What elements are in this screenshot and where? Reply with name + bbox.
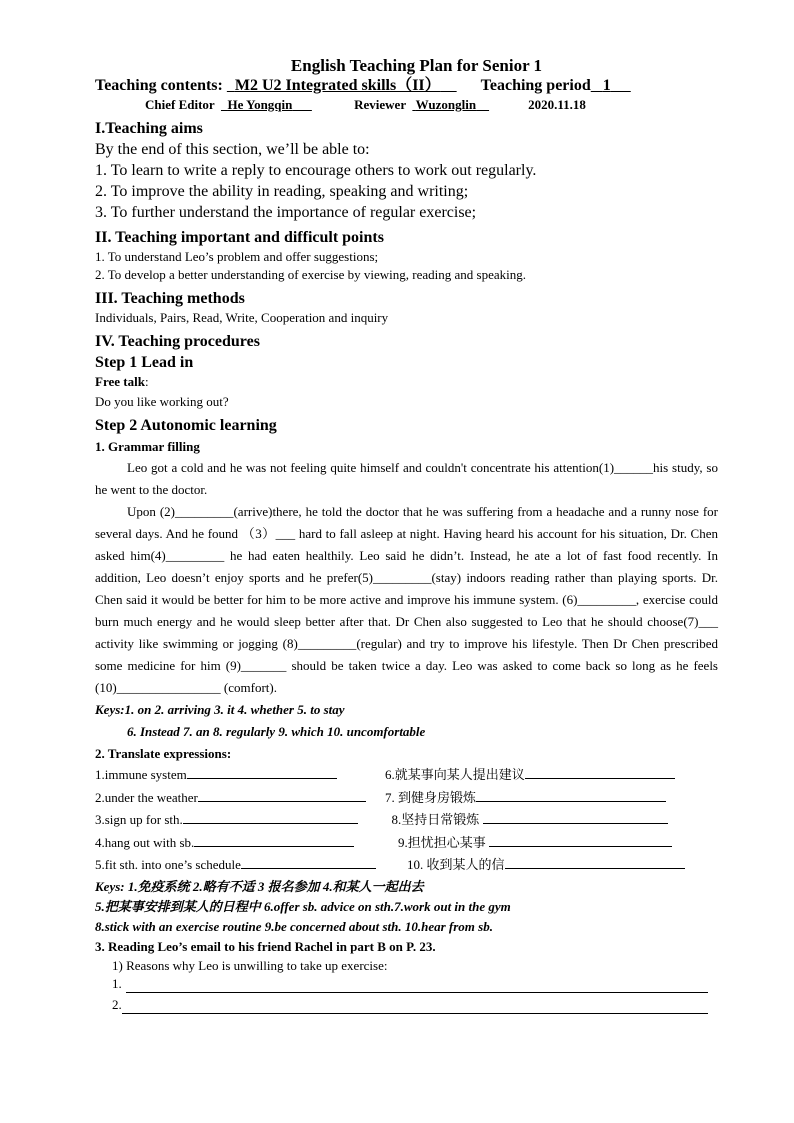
translate-left-term: 4.hang out with sb. [95, 834, 195, 850]
answer-blank[interactable] [183, 809, 358, 824]
reviewer-value: Wuzonglin [415, 97, 477, 112]
translate-keys-line-3: 8.stick with an exercise routine 9.be concerned about sth. 10.hear from sb. [95, 918, 493, 934]
grammar-keys-line-2: 6. Instead 7. an 8. regularly 9. which 10. uncomfortable [127, 724, 426, 739]
points-heading: II. Teaching important and difficult points [95, 229, 384, 246]
editor-value: He Yongqin [227, 97, 293, 112]
methods-text: Individuals, Pairs, Read, Write, Cooperation and inquiry [95, 310, 389, 325]
answer-blank[interactable] [489, 832, 672, 847]
points-item: 2. To develop a better understanding of exercise by viewing, reading and speaking. [95, 267, 526, 282]
plan-date: 2020.11.18 [528, 97, 586, 112]
answer-blank[interactable] [187, 764, 337, 779]
translate-keys-line-2: 5.把某事安排到某人的日程中 6.offer sb. advice on sth.7.work out in the gym [95, 898, 511, 914]
translate-row [95, 787, 718, 810]
translate-left-term: 1.immune system [95, 767, 187, 782]
procedures-heading: IV. Teaching procedures [95, 333, 260, 350]
free-talk-line: Free talk: [95, 374, 149, 389]
grammar-paragraph-1: Leo got a cold and he was not feeling quite himself and couldn't concentrate his attention(1)______his study, so he went to the doctor. [95, 460, 718, 497]
reason-number: 1. [112, 975, 122, 991]
translate-right-term: 8.坚持日常锻炼 [391, 812, 480, 827]
reason-line [112, 996, 718, 1014]
translate-right-term: 9.担忧担心某事 [398, 834, 486, 850]
grammar-paragraph-2: Upon (2)_________(arrive)there, he told the doctor that he was suffering from a headache and a runny nose for several days. And he found （3）___ hard to fall asleep at night. Having heard his account for his situation, Dr. Chen asked him(4)_________ he had eaten healthily. Leo said he didn’t. Instead, he ate a lot of fast food recently. In addition, Leo doesn’t enjoy sports and he prefer(5)_________(stay) indoors reading rather than playing sports. Dr. Chen said it would be better for him to be more active and improve his immune system. (6)_________, exercise could burn much energy and he would sleep better after that. Dr Chen also suggested to Leo that he should choose(7)___ activity like swimming or jogging (8)_________(regular) and try to improve his lifestyle. Then Dr Chen prescribed some medicine for him (9)_______ should be taken twice a day. Leo was asked to come back so long as he feels (10)________________ (comfort). [95, 504, 718, 695]
reasons-label: 1) Reasons why Leo is unwilling to take up exercise: [112, 957, 388, 973]
answer-blank[interactable] [505, 854, 685, 869]
answer-blank[interactable] [483, 809, 668, 824]
translate-right-term: 7. 到健身房锻炼 [385, 789, 477, 805]
reviewer-label: Reviewer [354, 97, 406, 112]
aims-item: 1. To learn to write a reply to encourage others to work out regularly. [95, 162, 537, 179]
aims-item: 3. To further understand the importance of regular exercise; [95, 204, 477, 221]
teaching-contents-line [95, 76, 718, 96]
translate-heading: 2. Translate expressions: [95, 746, 232, 761]
answer-blank[interactable] [476, 787, 666, 802]
answer-blank[interactable] [194, 832, 354, 847]
translate-row [95, 854, 718, 877]
translate-list [95, 764, 718, 877]
step2-heading: Step 2 Autonomic learning [95, 417, 277, 434]
contents-label: Teaching contents: [95, 77, 223, 94]
translate-row [95, 764, 718, 787]
answer-blank[interactable] [525, 764, 675, 779]
translate-keys-line-1: Keys: 1.免疫系统 2.略有不适 3 报名参加 4.和某人一起出去 [95, 878, 424, 894]
aims-item: 2. To improve the ability in reading, speaking and writing; [95, 183, 469, 200]
period-label: Teaching period [480, 77, 591, 94]
translate-left-term: 3.sign up for sth. [95, 812, 183, 827]
reason-line [112, 975, 718, 993]
translate-left-term: 2.under the weather [95, 789, 198, 805]
editor-line [145, 96, 718, 114]
free-talk-label: Free talk [95, 374, 145, 389]
answer-line[interactable] [122, 1001, 708, 1014]
aims-intro: By the end of this section, we’ll be able to: [95, 141, 370, 158]
teaching-plan-page [95, 56, 718, 1014]
translate-right-term: 10. 收到某人的信 [407, 857, 505, 872]
methods-heading: III. Teaching methods [95, 290, 245, 307]
translate-left-term: 5.fit sth. into one’s schedule [95, 857, 241, 872]
points-item: 1. To understand Leo’s problem and offer suggestions; [95, 249, 379, 264]
answer-blank[interactable] [241, 854, 376, 869]
grammar-keys-line-1: Keys:1. on 2. arriving 3. it 4. whether 5. to stay [95, 702, 345, 717]
contents-value: M2 U2 Integrated skills（II） [234, 77, 441, 94]
aims-heading: I.Teaching aims [95, 120, 203, 137]
period-value: 1 [602, 77, 611, 94]
page-title: English Teaching Plan for Senior 1 [290, 56, 543, 75]
editor-label: Chief Editor [145, 97, 215, 112]
reading-heading: 3. Reading Leo’s email to his friend Rachel in part B on P. 23. [95, 938, 436, 954]
grammar-heading: 1. Grammar filling [95, 439, 200, 454]
answer-blank[interactable] [198, 787, 366, 802]
translate-row [95, 809, 718, 832]
step1-heading: Step 1 Lead in [95, 354, 194, 371]
lead-in-question: Do you like working out? [95, 394, 229, 409]
reason-number: 2. [112, 996, 122, 1012]
translate-right-term: 6.就某事向某人提出建议 [385, 767, 525, 782]
answer-line[interactable] [126, 980, 708, 993]
translate-row [95, 832, 718, 855]
